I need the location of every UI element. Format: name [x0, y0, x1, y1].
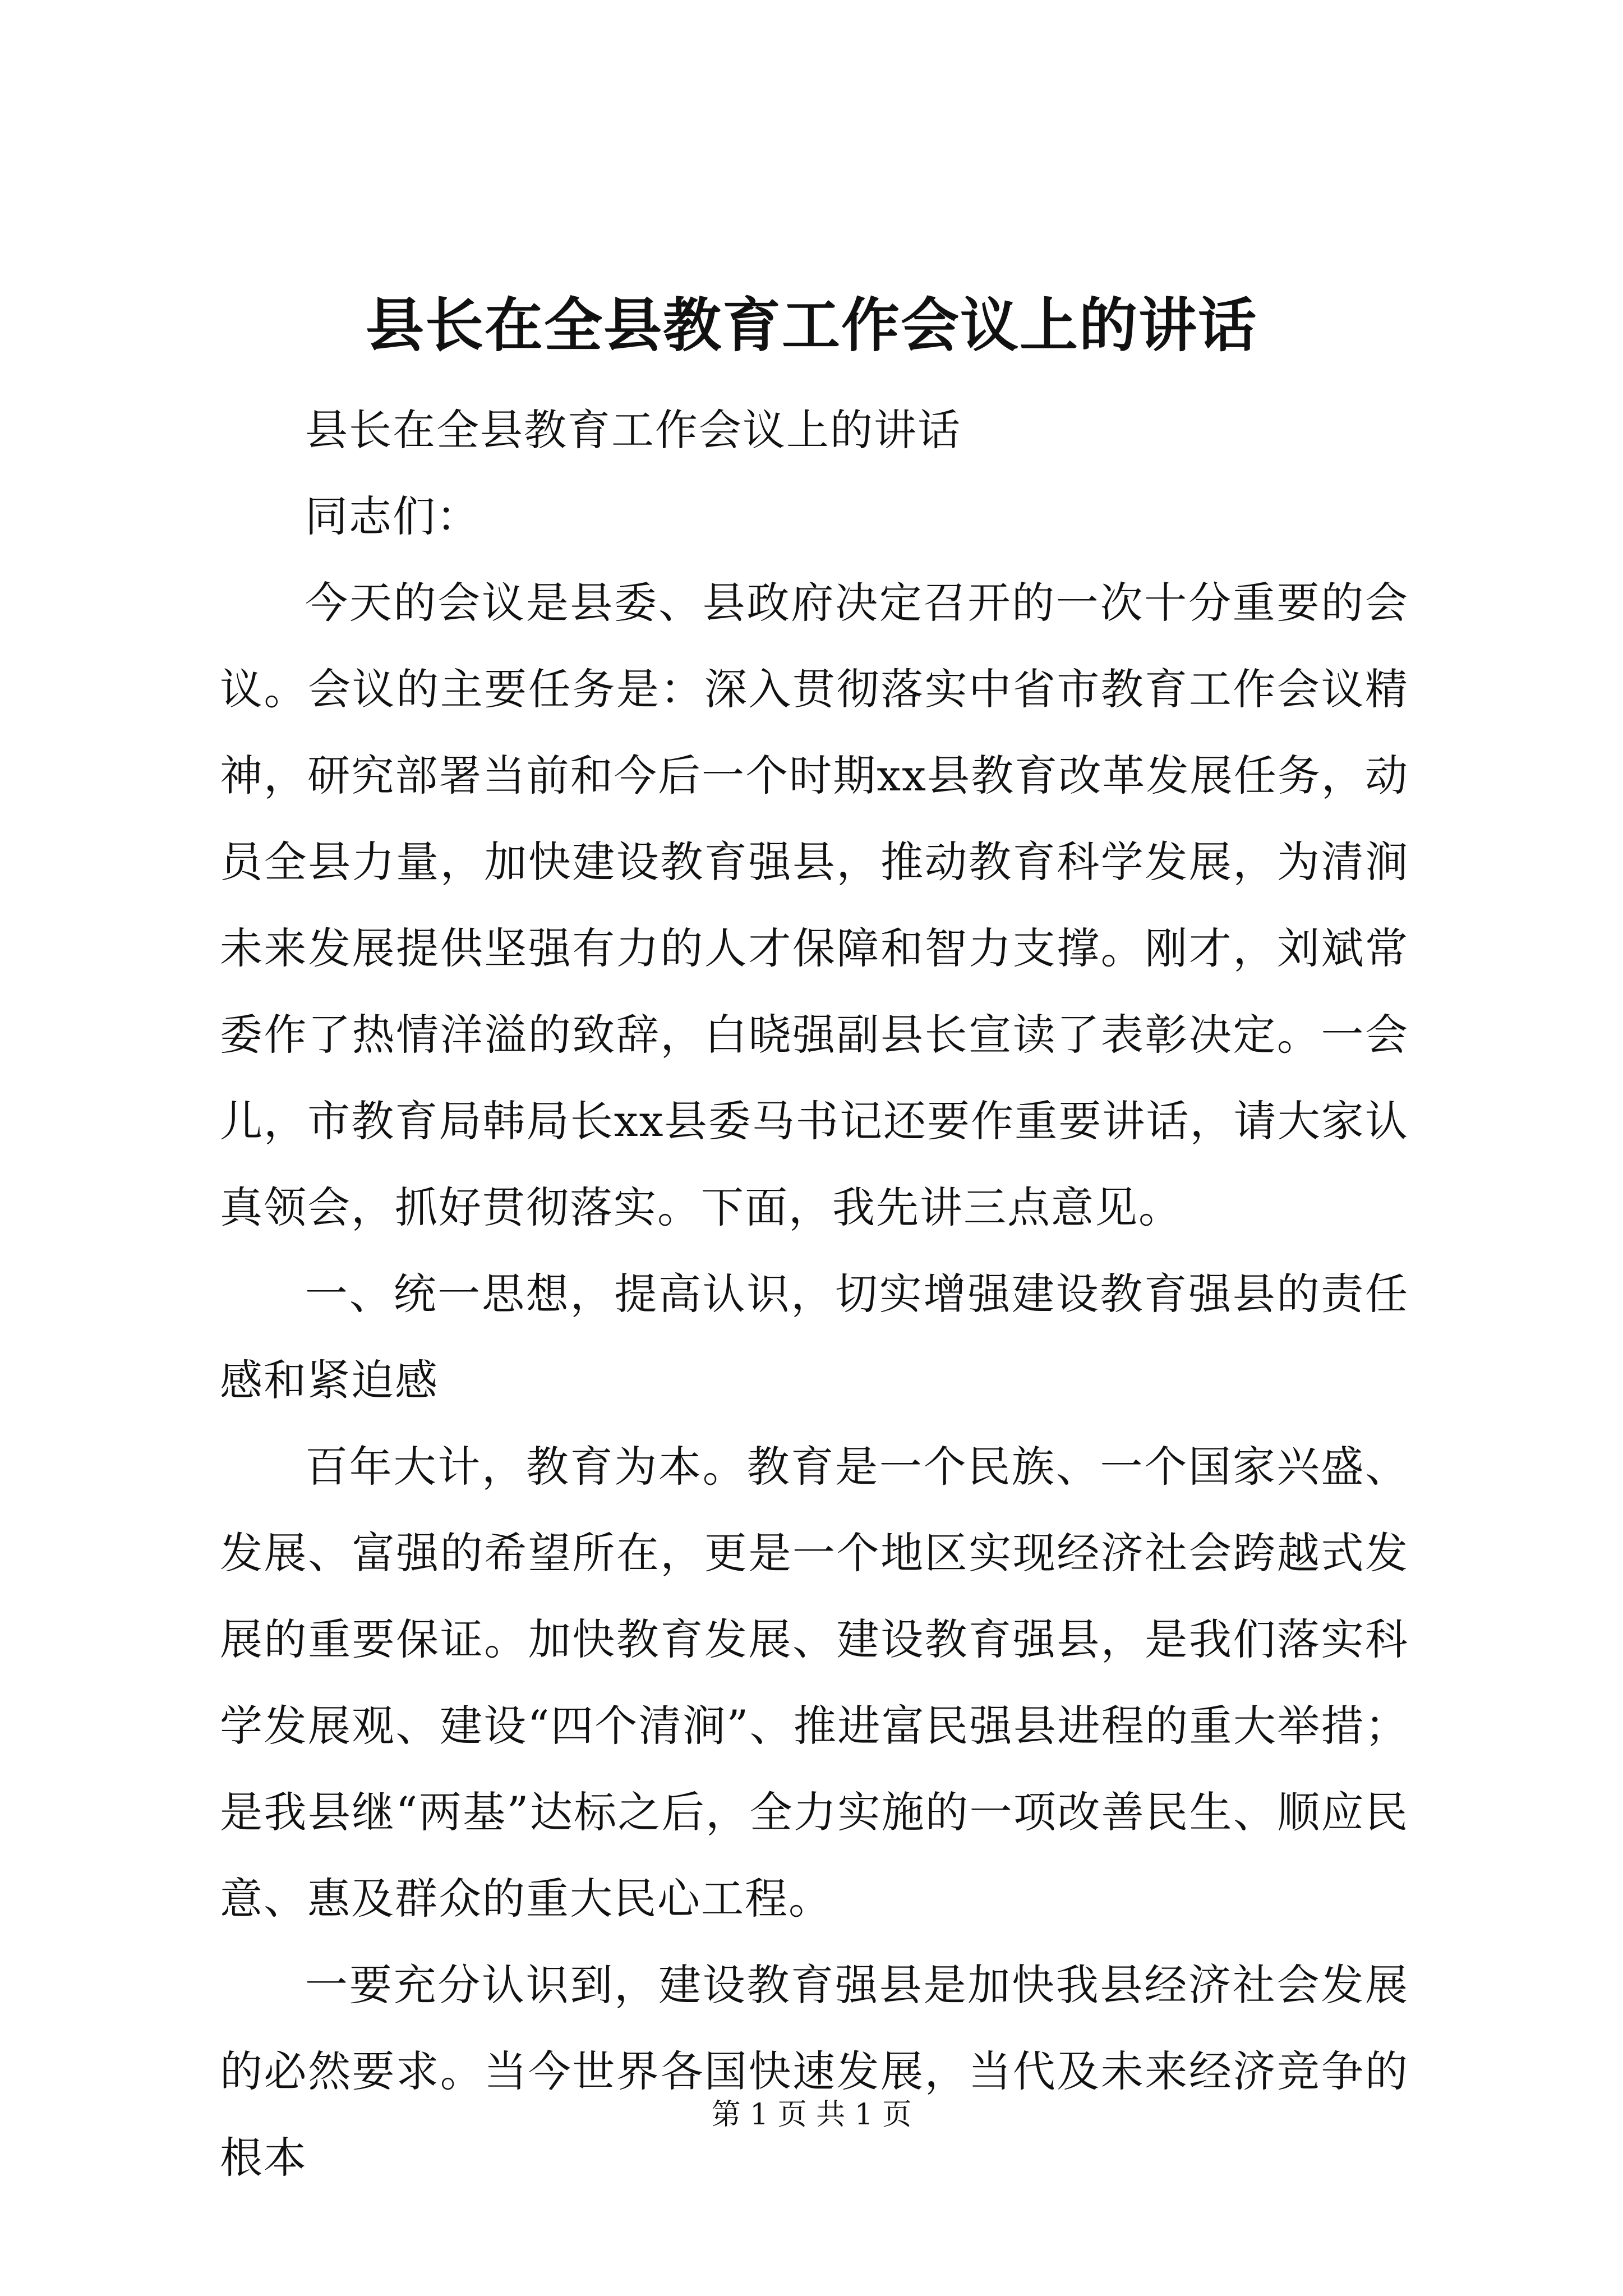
- paragraph-opening: 今天的会议是县委、县政府决定召开的一次十分重要的会议。会议的主要任务是：深入贯彻落实中省市教育工作会议精神，研究部署当前和今后一个时期xx县教育改革发展任务，动员全县力量，加快建设教育强县，推动教育科学发展，为清涧未来发展提供坚强有力的人才保障和智力支撑。刚才，刘斌常委作了热情洋溢的致辞，白晓强副县长宣读了表彰决定。一会儿，市教育局韩局长xx县委马书记还要作重要讲话，请大家认真领会，抓好贯彻落实。下面，我先讲三点意见。: [220, 578, 1409, 1232]
- page-footer: 第 1 页 共 1 页: [711, 2098, 912, 2132]
- paragraph-body: 一要充分认识到，建设教育强县是加快我县经济社会发展的必然要求。当今世界各国快速发展，当代及未来经济竞争的根本: [220, 1960, 1409, 2183]
- document-body: [220, 387, 1409, 2201]
- paragraph-salutation: 同志们：: [305, 491, 480, 541]
- section-heading-1: 一、统一思想，提高认识，切实增强建设教育强县的责任感和紧迫感: [220, 1269, 1409, 1405]
- paragraph-body: 百年大计，教育为本。教育是一个民族、一个国家兴盛、发展、富强的希望所在，更是一个地区实现经济社会跨越式发展的重要保证。加快教育发展、建设教育强县，是我们落实科学发展观、建设“四个清涧”、推进富民强县进程的重大举措；是我县继“两基”达标之后，全力实施的一项改善民生、顺应民意、惠及群众的重大民心工程。: [220, 1442, 1409, 1924]
- paragraph-subtitle: 县长在全县教育工作会议上的讲话: [305, 405, 961, 455]
- document-title: 县长在全县教育工作会议上的讲话: [365, 291, 1257, 360]
